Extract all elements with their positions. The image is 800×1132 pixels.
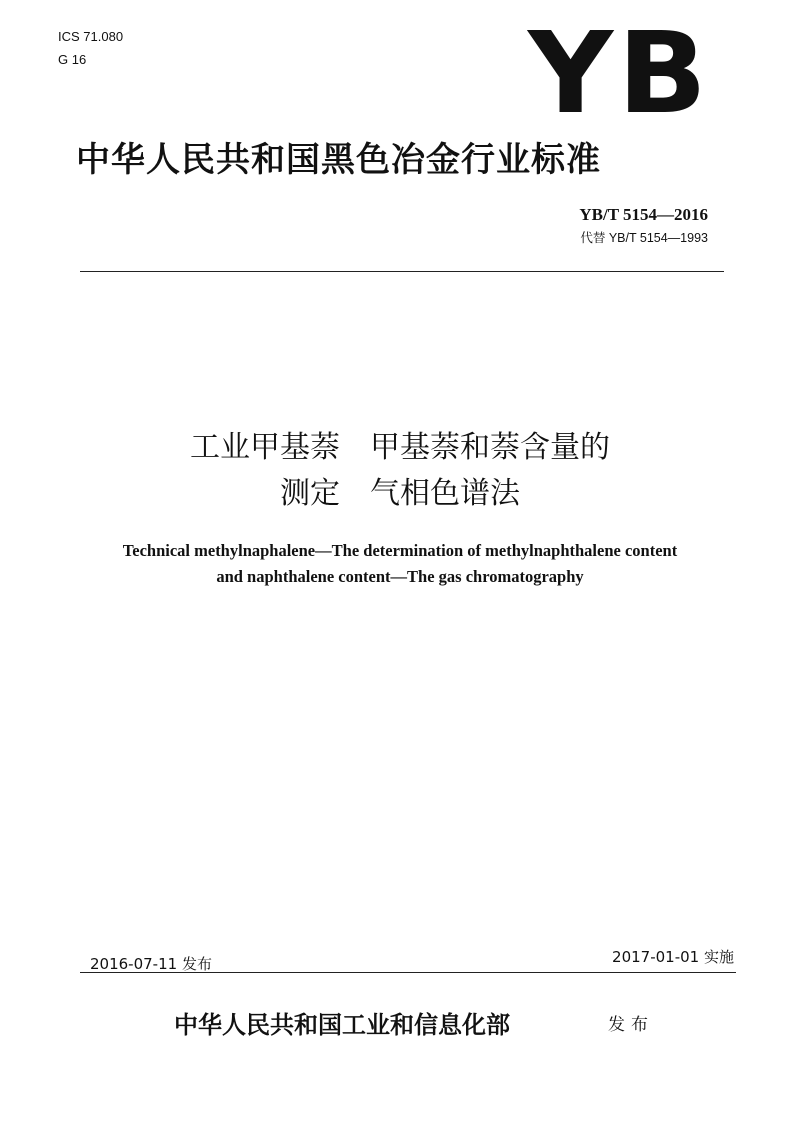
english-title-line-1: Technical methylnaphalene—The determination of methylnaphthalene content — [122, 541, 678, 560]
english-title-line-2: and naphthalene content—The gas chromatography — [216, 567, 584, 586]
chinese-title-line-1: 工业甲基萘 甲基萘和萘含量的 — [190, 430, 610, 465]
standard-number: YB/T 5154—2016 — [579, 205, 708, 224]
issuing-body-title: 中华人民共和国黑色冶金行业标准 — [76, 140, 601, 180]
implementation-date: 2017-01-01 实施 — [612, 948, 734, 966]
header-divider — [80, 271, 724, 272]
footer-divider — [80, 972, 736, 973]
yb-logo: YB — [528, 9, 712, 139]
publish-label: 发布 — [608, 1015, 654, 1035]
issue-date: 2016-07-11 发布 — [90, 955, 212, 973]
publisher-name: 中华人民共和国工业和信息化部 — [174, 1011, 510, 1039]
ics-code: ICS 71.080 — [58, 29, 124, 44]
replaces-standard: 代替 YB/T 5154—1993 — [580, 231, 708, 245]
chinese-title-line-2: 测定 气相色谱法 — [280, 476, 520, 511]
classification-code: G 16 — [58, 52, 87, 67]
